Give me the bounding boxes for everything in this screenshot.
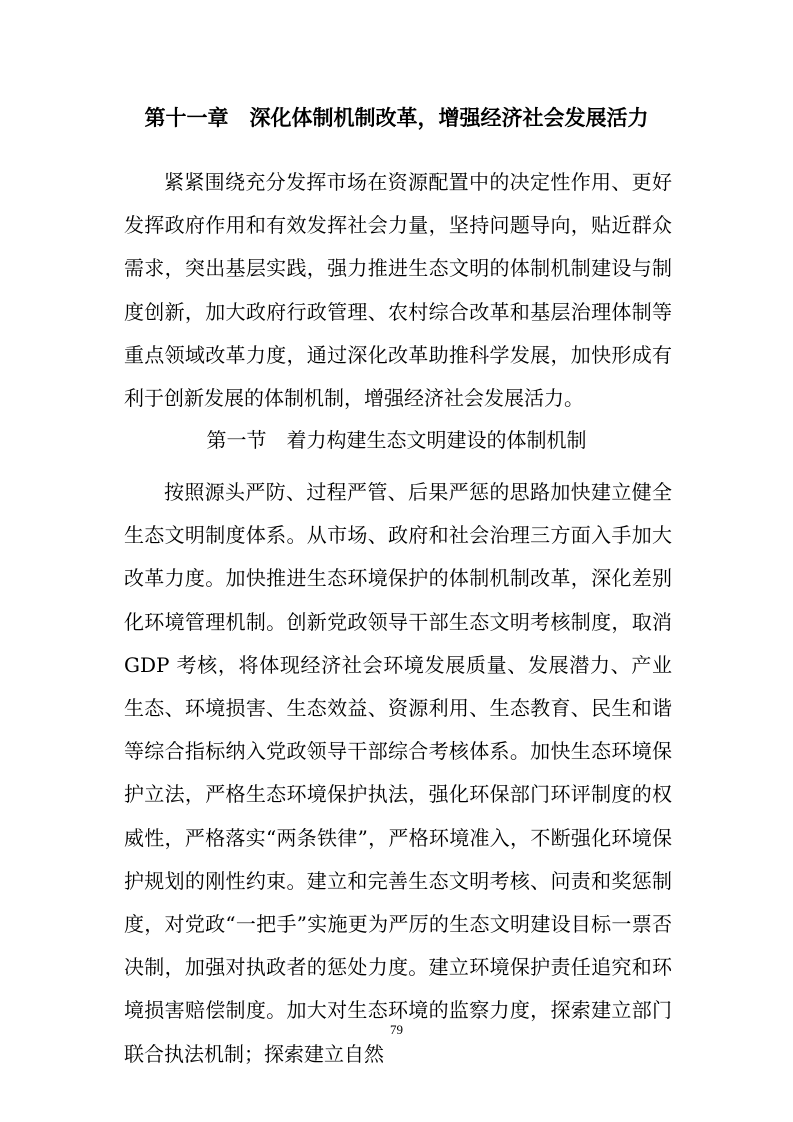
section-title: 第一节 着力构建生态文明建设的体制机制	[206, 428, 587, 452]
paragraph-section-body: 按照源头严防、过程严管、后果严惩的思路加快建立健全生态文明制度体系。从市场、政府和社会治理三方面入手加大改革力度。加快推进生态环境保护的体制机制改革，深化差别化环境管理机制。创新党政领导干部生态文明考核制度，取消 GDP 考核，将体现经济社会环境发展质量、发展潜力、产业生态、环境损害、生态效益、资源利用、生态教育、民生和谐等综合指标纳入党政领导干部综合考核体系。加快生态环境保护立法，严格生态环境保护执法，强化环保部门环评制度的权威性，严格落实“两条铁律”，严格环境准入，不断强化环境保护规划的刚性约束。建立和完善生态文明考核、问责和奖惩制度，对党政“一把手”实施更为严厉的生态文明建设目标一票否决制，加强对执政者的惩处力度。建立环境保护责任追究和环境损害赔偿制度。加大对生态环境的监察力度，探索建立部门联合执法机制；探索建立自然	[124, 480, 672, 1066]
paragraph-intro: 紧紧围绕充分发挥市场在资源配置中的决定性作用、更好发挥政府作用和有效发挥社会力量，坚持问题导向，贴近群众需求，突出基层实践，强力推进生态文明的体制机制建设与制度创新，加大政府行政管理、农村综合改革和基层治理体制等重点领域改革力度，通过深化改革助推科学发展，加快形成有利于创新发展的体制机制，增强经济社会发展活力。	[124, 170, 672, 411]
page-number: 79	[390, 1022, 403, 1037]
chapter-title: 第十一章 深化体制机制改革，增强经济社会发展活力	[144, 106, 649, 130]
